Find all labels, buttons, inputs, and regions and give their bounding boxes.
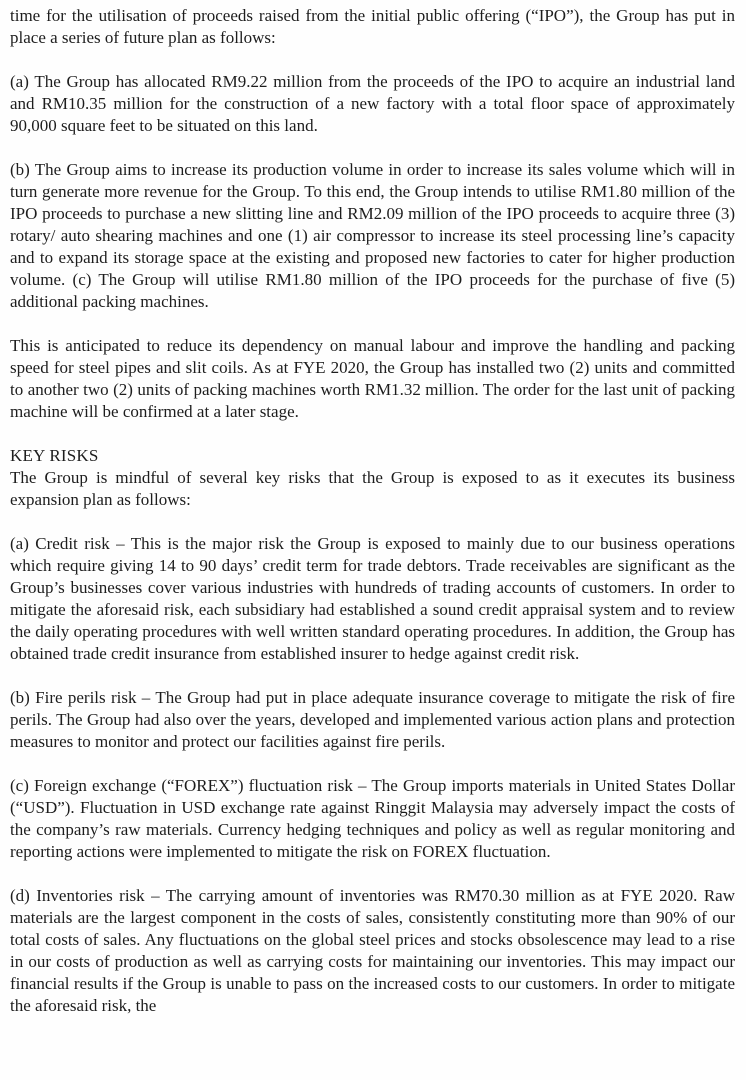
- paragraph-ipo-proceeds-intro: time for the utilisation of proceeds raised from the initial public offering (“IPO”), the Group has put in place a series of future plan as follows:: [10, 6, 735, 47]
- paragraph-c-forex-risk: (c) Foreign exchange (“FOREX”) fluctuation risk – The Group imports materials in United States Dollar (“USD”). Fluctuation in USD exchange rate against Ringgit Malaysia may adversely impact the costs of the company’s raw materials. Currency hedging techniques and policy as well as regular monitoring and reporting actions were implemented to mitigate the risk on FOREX fluctuation.: [10, 776, 735, 861]
- section-heading-key-risks: KEY RISKS: [10, 446, 99, 465]
- paragraph-packing-machines: This is anticipated to reduce its dependency on manual labour and improve the handling and packing speed for steel pipes and slit coils. As at FYE 2020, the Group has installed two (2) units and committed to another two (2) units of packing machines worth RM1.32 million. The order for the last unit of packing machine will be confirmed at a later stage.: [10, 336, 735, 421]
- paragraph-b-fire-perils-risk: (b) Fire perils risk – The Group had put in place adequate insurance coverage to mitigate the risk of fire perils. The Group had also over the years, developed and implemented various action plans and protection measures to monitor and protect our facilities against fire perils.: [10, 688, 735, 751]
- paragraph-a-land-factory: (a) The Group has allocated RM9.22 million from the proceeds of the IPO to acquire an industrial land and RM10.35 million for the construction of a new factory with a total floor space of approximately 90,000 square feet to be situated on this land.: [10, 72, 735, 135]
- paragraph-a-credit-risk: (a) Credit risk – This is the major risk the Group is exposed to mainly due to our business operations which require giving 14 to 90 days’ credit term for trade debtors. Trade receivables are significant as the Group’s businesses cover various industries with hundreds of trading accounts of customers. In order to mitigate the aforesaid risk, each subsidiary had established a sound credit appraisal system and to review the daily operating procedures with well written standard operating procedures. In addition, the Group has obtained trade credit insurance from established insurer to hedge against credit risk.: [10, 534, 735, 663]
- paragraph-d-inventories-risk: (d) Inventories risk – The carrying amount of inventories was RM70.30 million as at FYE 2020. Raw materials are the largest component in the costs of sales, consistently constituting more than 90% of our total costs of sales. Any fluctuations on the global steel prices and stocks obsolescence may lead to a rise in our costs of production as well as carrying costs for maintaining our inventories. This may impact our financial results if the Group is unable to pass on the increased costs to our customers. In order to mitigate the aforesaid risk, the: [10, 886, 735, 1015]
- paragraph-b-production-volume: (b) The Group aims to increase its production volume in order to increase its sales volume which will in turn generate more revenue for the Group. To this end, the Group intends to utilise RM1.80 million of the IPO proceeds to purchase a new slitting line and RM2.09 million of the IPO proceeds to acquire three (3) rotary/ auto shearing machines and one (1) air compressor to increase its steel processing line’s capacity and to expand its storage space at the existing and proposed new factories to cater for higher production volume. (c) The Group will utilise RM1.80 million of the IPO proceeds for the purchase of five (5) additional packing machines.: [10, 160, 735, 311]
- paragraph-key-risks-intro: The Group is mindful of several key risks that the Group is exposed to as it executes its business expansion plan as follows:: [10, 468, 735, 509]
